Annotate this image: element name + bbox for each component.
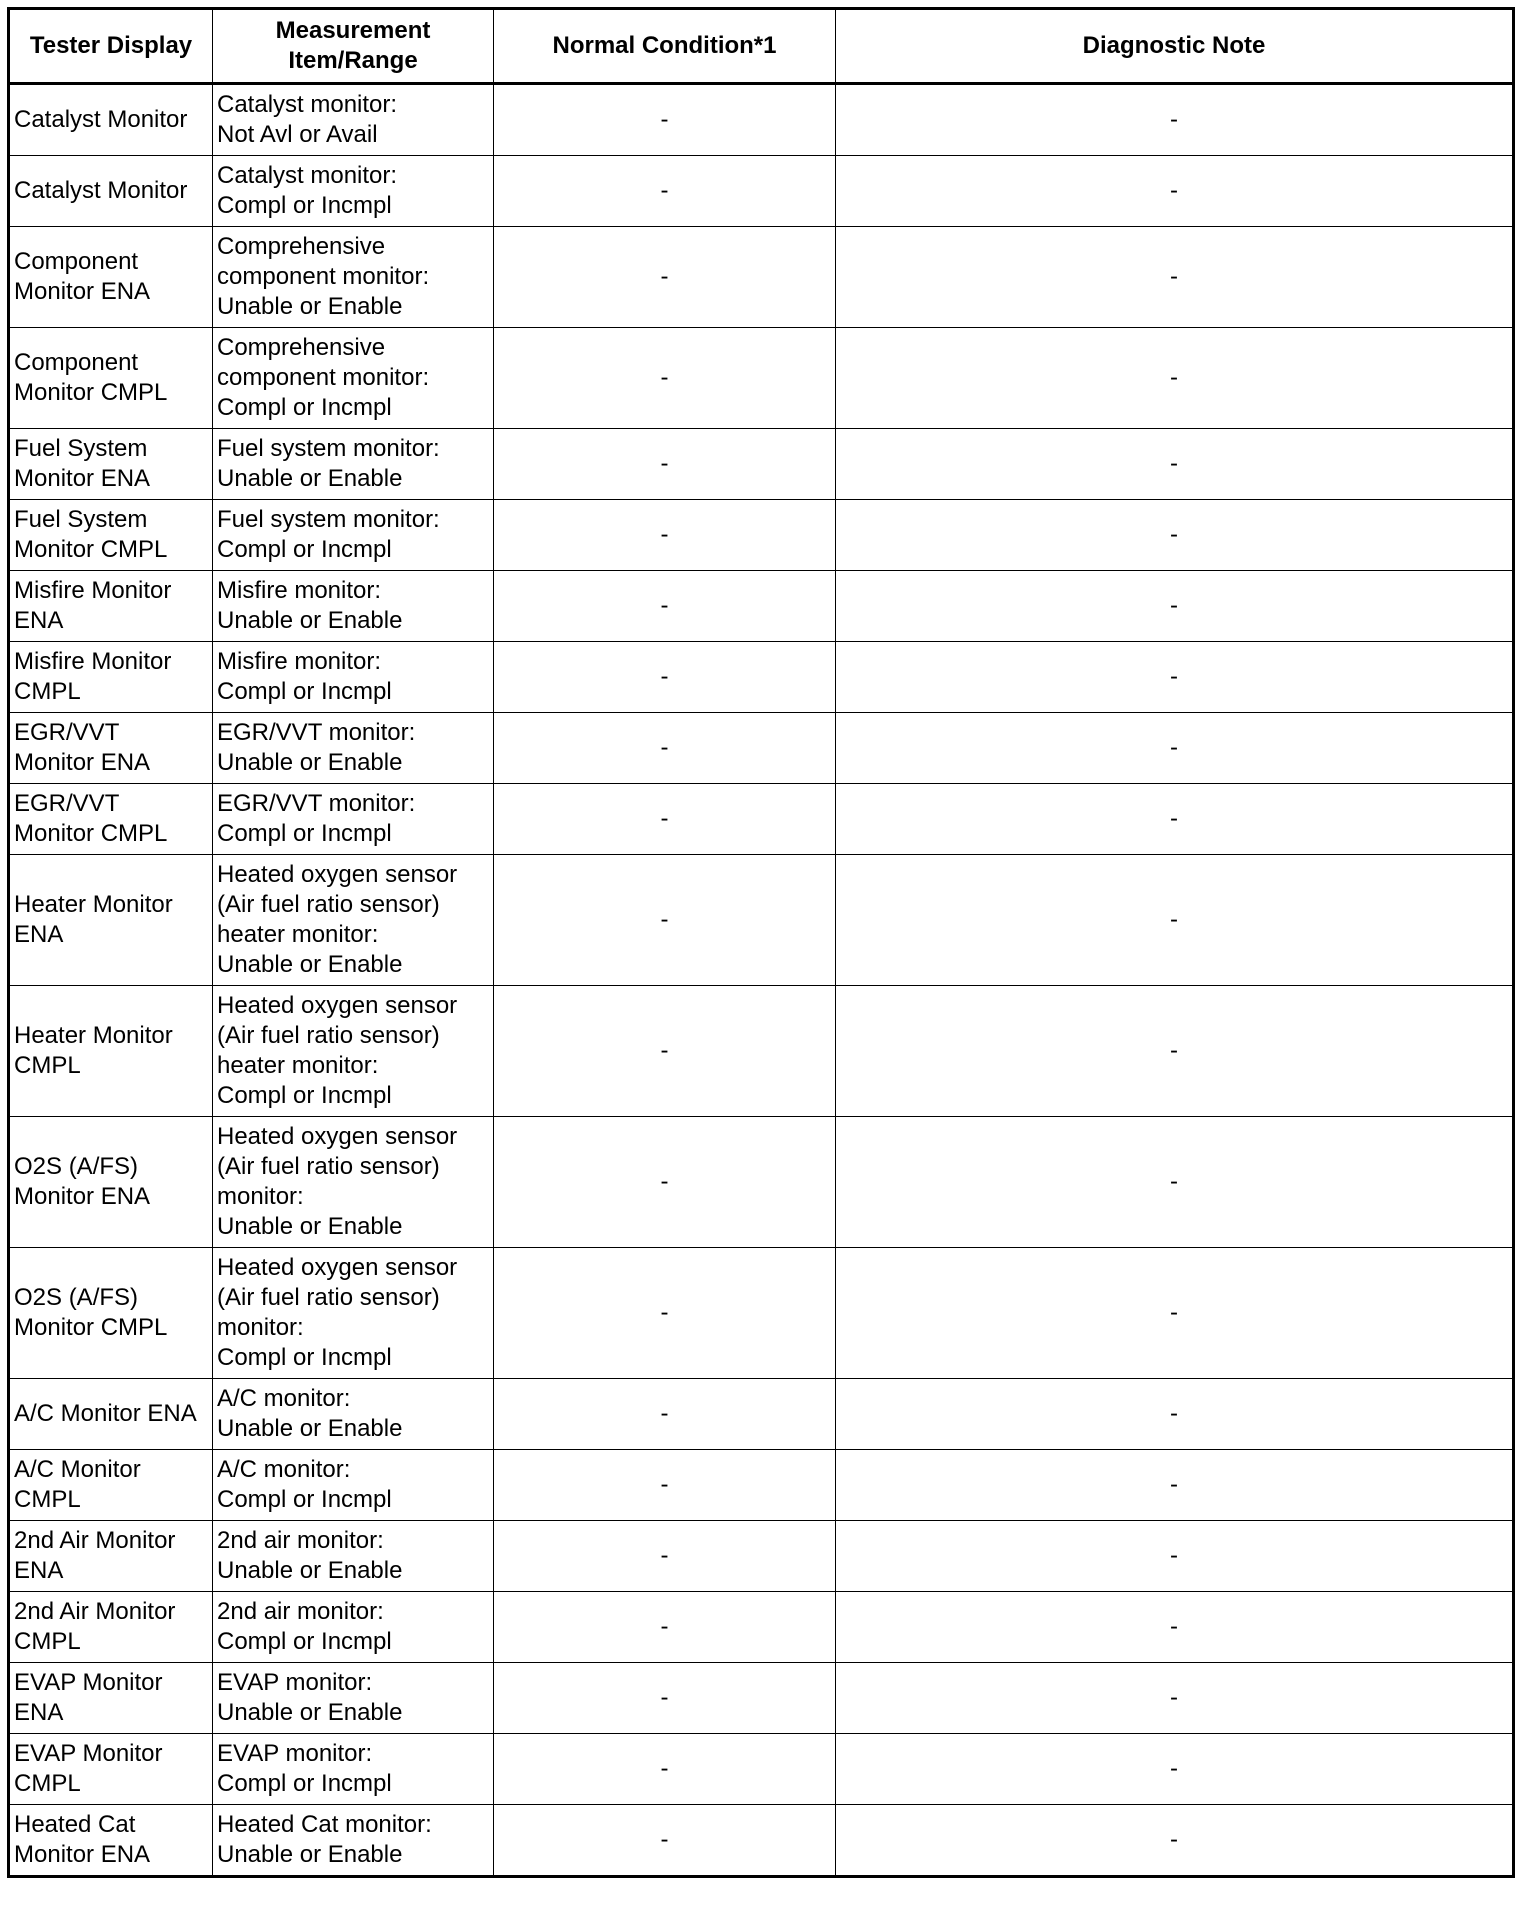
measurement-range-cell: Misfire monitor: Unable or Enable xyxy=(213,571,494,642)
normal-condition-cell: - xyxy=(494,713,836,784)
measurement-range-cell: 2nd air monitor: Compl or Incmpl xyxy=(213,1592,494,1663)
measurement-range-cell: Comprehensive component monitor: Compl or Incmpl xyxy=(213,328,494,429)
measurement-range-cell: EVAP monitor: Unable or Enable xyxy=(213,1663,494,1734)
diagnostic-note-cell: - xyxy=(836,986,1514,1117)
measurement-range-cell: A/C monitor: Compl or Incmpl xyxy=(213,1450,494,1521)
measurement-range-cell: Fuel system monitor: Unable or Enable xyxy=(213,429,494,500)
table-row xyxy=(9,1521,1514,1592)
measurement-range-cell: Heated oxygen sensor (Air fuel ratio sensor) heater monitor: Compl or Incmpl xyxy=(213,986,494,1117)
tester-display-cell: Fuel System Monitor ENA xyxy=(9,429,213,500)
normal-condition-cell: - xyxy=(494,328,836,429)
normal-condition-cell: - xyxy=(494,500,836,571)
normal-condition-cell: - xyxy=(494,642,836,713)
diagnostic-note-cell: - xyxy=(836,642,1514,713)
normal-condition-cell: - xyxy=(494,1450,836,1521)
measurement-range-cell: Heated oxygen sensor (Air fuel ratio sensor) heater monitor: Unable or Enable xyxy=(213,855,494,986)
measurement-range-cell: Misfire monitor: Compl or Incmpl xyxy=(213,642,494,713)
normal-condition-cell: - xyxy=(494,84,836,156)
normal-condition-cell: - xyxy=(494,1734,836,1805)
tester-display-cell: Catalyst Monitor xyxy=(9,84,213,156)
measurement-range-cell: A/C monitor: Unable or Enable xyxy=(213,1379,494,1450)
table-row xyxy=(9,1450,1514,1521)
tester-display-cell: EGR/VVT Monitor CMPL xyxy=(9,784,213,855)
table-row xyxy=(9,642,1514,713)
tester-display-cell: Misfire Monitor ENA xyxy=(9,571,213,642)
measurement-range-cell: Catalyst monitor: Not Avl or Avail xyxy=(213,84,494,156)
table-row xyxy=(9,156,1514,227)
normal-condition-cell: - xyxy=(494,855,836,986)
normal-condition-cell: - xyxy=(494,784,836,855)
measurement-range-cell: Catalyst monitor: Compl or Incmpl xyxy=(213,156,494,227)
tester-display-cell: Component Monitor ENA xyxy=(9,227,213,328)
measurement-range-cell: Heated oxygen sensor (Air fuel ratio sensor) monitor: Unable or Enable xyxy=(213,1117,494,1248)
normal-condition-cell: - xyxy=(494,1805,836,1877)
diagnostic-note-cell: - xyxy=(836,1450,1514,1521)
tester-display-cell: EVAP Monitor ENA xyxy=(9,1663,213,1734)
table-row xyxy=(9,986,1514,1117)
normal-condition-cell: - xyxy=(494,1521,836,1592)
table-row xyxy=(9,1248,1514,1379)
tester-display-cell: EVAP Monitor CMPL xyxy=(9,1734,213,1805)
table-row xyxy=(9,328,1514,429)
tester-display-cell: Component Monitor CMPL xyxy=(9,328,213,429)
table-row xyxy=(9,1805,1514,1877)
diagnostic-note-cell: - xyxy=(836,84,1514,156)
table-row xyxy=(9,1379,1514,1450)
measurement-range-cell: EGR/VVT monitor: Unable or Enable xyxy=(213,713,494,784)
tester-display-cell: Heater Monitor ENA xyxy=(9,855,213,986)
diagnostic-note-cell: - xyxy=(836,1248,1514,1379)
measurement-range-cell: Heated Cat monitor: Unable or Enable xyxy=(213,1805,494,1877)
tester-display-cell: A/C Monitor CMPL xyxy=(9,1450,213,1521)
diagnostic-note-cell: - xyxy=(836,1663,1514,1734)
tester-display-cell: O2S (A/FS) Monitor CMPL xyxy=(9,1248,213,1379)
normal-condition-cell: - xyxy=(494,1117,836,1248)
tester-display-cell: 2nd Air Monitor CMPL xyxy=(9,1592,213,1663)
normal-condition-cell: - xyxy=(494,227,836,328)
table-row xyxy=(9,1663,1514,1734)
diagnostic-note-cell: - xyxy=(836,328,1514,429)
diagnostic-note-cell: - xyxy=(836,855,1514,986)
table-row xyxy=(9,84,1514,156)
data-list-table xyxy=(7,7,1515,1878)
table-row xyxy=(9,1734,1514,1805)
tester-display-cell: EGR/VVT Monitor ENA xyxy=(9,713,213,784)
header-measurement-item-range: Measurement Item/Range xyxy=(213,9,494,84)
normal-condition-cell: - xyxy=(494,1379,836,1450)
data-list-sheet xyxy=(7,7,1512,1878)
measurement-range-cell: Comprehensive component monitor: Unable or Enable xyxy=(213,227,494,328)
tester-display-cell: Fuel System Monitor CMPL xyxy=(9,500,213,571)
tester-display-cell: A/C Monitor ENA xyxy=(9,1379,213,1450)
tester-display-cell: Heater Monitor CMPL xyxy=(9,986,213,1117)
diagnostic-note-cell: - xyxy=(836,1734,1514,1805)
diagnostic-note-cell: - xyxy=(836,156,1514,227)
tester-display-cell: Catalyst Monitor xyxy=(9,156,213,227)
normal-condition-cell: - xyxy=(494,571,836,642)
diagnostic-note-cell: - xyxy=(836,1592,1514,1663)
header-diagnostic-note: Diagnostic Note xyxy=(836,9,1514,84)
table-row xyxy=(9,429,1514,500)
table-row xyxy=(9,784,1514,855)
normal-condition-cell: - xyxy=(494,429,836,500)
normal-condition-cell: - xyxy=(494,1592,836,1663)
table-row xyxy=(9,227,1514,328)
table-row xyxy=(9,855,1514,986)
diagnostic-note-cell: - xyxy=(836,1521,1514,1592)
tester-display-cell: O2S (A/FS) Monitor ENA xyxy=(9,1117,213,1248)
table-row xyxy=(9,571,1514,642)
measurement-range-cell: 2nd air monitor: Unable or Enable xyxy=(213,1521,494,1592)
tester-display-cell: 2nd Air Monitor ENA xyxy=(9,1521,213,1592)
normal-condition-cell: - xyxy=(494,156,836,227)
normal-condition-cell: - xyxy=(494,986,836,1117)
header-normal-condition: Normal Condition*1 xyxy=(494,9,836,84)
normal-condition-cell: - xyxy=(494,1248,836,1379)
table-row xyxy=(9,1592,1514,1663)
diagnostic-note-cell: - xyxy=(836,1379,1514,1450)
tester-display-cell: Misfire Monitor CMPL xyxy=(9,642,213,713)
measurement-range-cell: EGR/VVT monitor: Compl or Incmpl xyxy=(213,784,494,855)
table-row xyxy=(9,713,1514,784)
header-tester-display: Tester Display xyxy=(9,9,213,84)
header-row xyxy=(9,9,1514,84)
normal-condition-cell: - xyxy=(494,1663,836,1734)
diagnostic-note-cell: - xyxy=(836,1117,1514,1248)
diagnostic-note-cell: - xyxy=(836,500,1514,571)
measurement-range-cell: Fuel system monitor: Compl or Incmpl xyxy=(213,500,494,571)
measurement-range-cell: Heated oxygen sensor (Air fuel ratio sensor) monitor: Compl or Incmpl xyxy=(213,1248,494,1379)
diagnostic-note-cell: - xyxy=(836,227,1514,328)
diagnostic-note-cell: - xyxy=(836,571,1514,642)
diagnostic-note-cell: - xyxy=(836,1805,1514,1877)
tester-display-cell: Heated Cat Monitor ENA xyxy=(9,1805,213,1877)
diagnostic-note-cell: - xyxy=(836,784,1514,855)
diagnostic-note-cell: - xyxy=(836,429,1514,500)
table-row xyxy=(9,500,1514,571)
diagnostic-note-cell: - xyxy=(836,713,1514,784)
measurement-range-cell: EVAP monitor: Compl or Incmpl xyxy=(213,1734,494,1805)
table-row xyxy=(9,1117,1514,1248)
